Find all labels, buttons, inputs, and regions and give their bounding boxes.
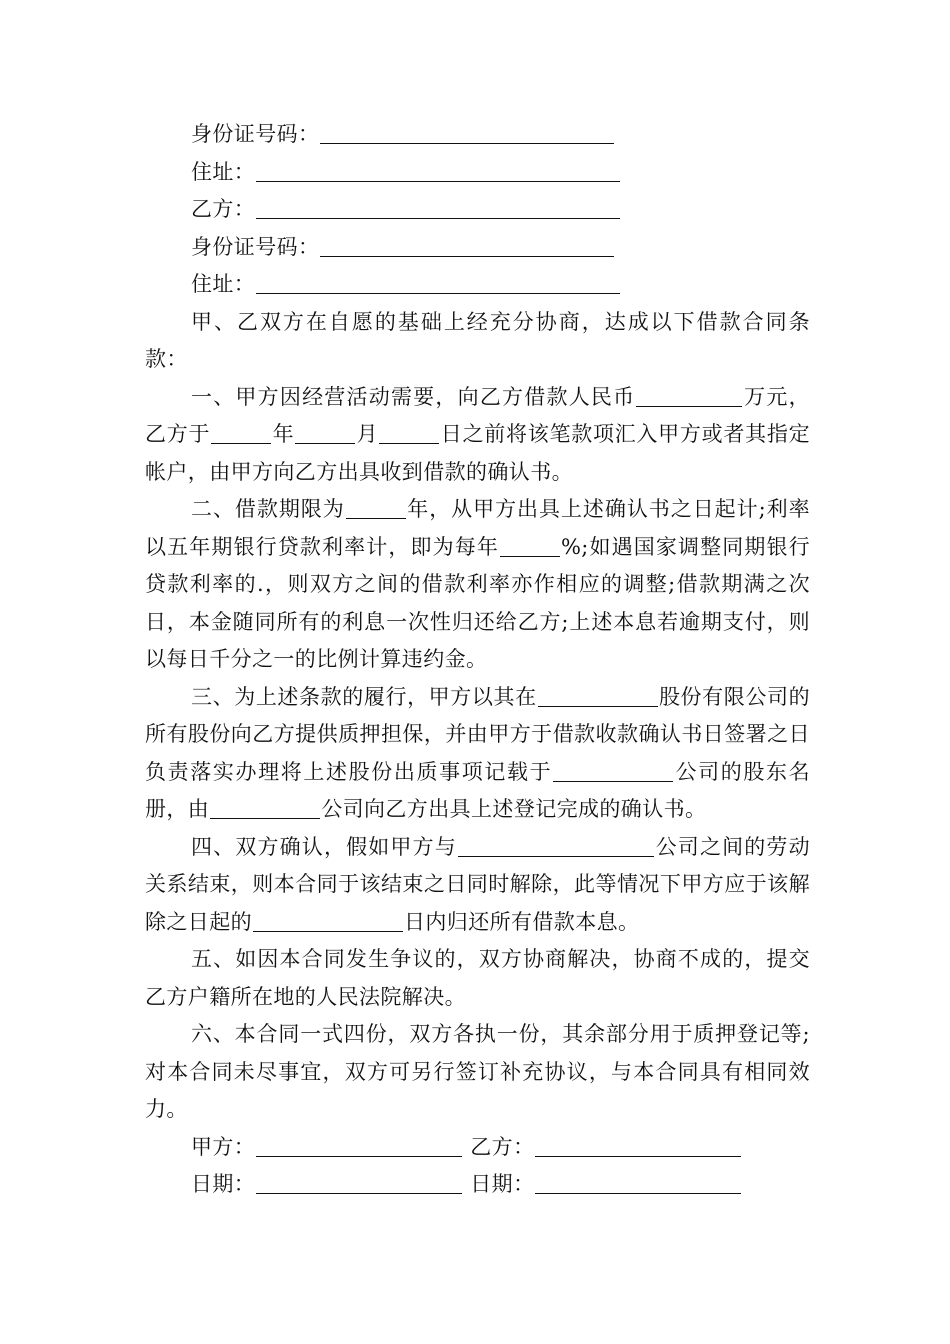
clause-text: 公司的股东名册，由 bbox=[145, 759, 810, 821]
address-blank[interactable] bbox=[256, 159, 620, 182]
clause-4 bbox=[145, 829, 810, 942]
clause-text: 股份有限公司的所有股份向乙方提供质押担保，并由甲方于借款收款确认书日签署之日负责落实办理将上述股份出质事项记载于 bbox=[145, 684, 810, 784]
clause-text: 公司之间的劳动关系结束，则本合同于该结束之日同时解除，此等情况下甲方应于该解除之日起的 bbox=[145, 834, 810, 934]
repayment-days-blank[interactable] bbox=[253, 909, 403, 932]
lender-address-field bbox=[191, 154, 810, 192]
party-b-signature bbox=[470, 1129, 742, 1167]
clause-text: 月 bbox=[356, 422, 379, 446]
clause-text: 一、甲方因经营活动需要，向乙方借款人民币 bbox=[191, 384, 636, 409]
clause-5 bbox=[145, 941, 810, 1016]
loan-term-blank[interactable] bbox=[346, 496, 406, 519]
party-b-blank[interactable] bbox=[256, 196, 620, 219]
clause-text: 日内归还所有借款本息。 bbox=[404, 909, 640, 934]
party-b-date bbox=[470, 1166, 742, 1204]
party-a-signature bbox=[191, 1129, 463, 1167]
clause-text: 三、为上述条款的履行，甲方以其在 bbox=[191, 684, 537, 709]
signature-row bbox=[191, 1129, 810, 1167]
party-a-date-blank[interactable] bbox=[256, 1171, 462, 1194]
signature-label: 甲方： bbox=[191, 1134, 256, 1159]
clause-2 bbox=[145, 491, 810, 679]
field-label: 乙方： bbox=[191, 197, 256, 221]
field-label: 住址： bbox=[191, 159, 256, 184]
party-b-address-field bbox=[191, 266, 810, 304]
loan-amount-blank[interactable] bbox=[636, 384, 742, 407]
clause-text: 二、借款期限为 bbox=[191, 497, 345, 521]
party-b-id-number-field bbox=[191, 229, 810, 267]
date-label: 日期： bbox=[470, 1172, 535, 1196]
contract-body bbox=[145, 116, 810, 1204]
registry-company-blank[interactable] bbox=[553, 759, 673, 782]
id-number-blank[interactable] bbox=[320, 121, 614, 144]
clause-text: 公司向乙方出具上述登记完成的确认书。 bbox=[321, 797, 707, 821]
intro-paragraph bbox=[145, 304, 810, 379]
clause-text: 日之前将该笔款项汇入甲方或者其指定帐户，由甲方向乙方出具收到借款的确认书。 bbox=[145, 422, 811, 484]
date-row bbox=[191, 1166, 810, 1204]
intro-text: 甲、乙双方在自愿的基础上经充分协商，达成以下借款合同条款： bbox=[145, 309, 810, 371]
employer-company-blank[interactable] bbox=[458, 834, 654, 857]
field-label: 住址： bbox=[191, 272, 256, 296]
field-label: 身份证号码： bbox=[191, 234, 320, 259]
clause-1 bbox=[145, 379, 810, 492]
year-blank[interactable] bbox=[211, 421, 271, 444]
address-blank[interactable] bbox=[256, 271, 620, 294]
clause-text: 五、如因本合同发生争议的，双方协商解决，协商不成的，提交乙方户籍所在地的人民法院解决。 bbox=[145, 947, 810, 1009]
clause-text: 四、双方确认，假如甲方与 bbox=[191, 834, 457, 859]
clause-text: 万元，乙方于 bbox=[145, 384, 810, 446]
party-a-date bbox=[191, 1166, 463, 1204]
party-a-signature-blank[interactable] bbox=[256, 1134, 462, 1157]
date-label: 日期： bbox=[191, 1172, 256, 1196]
issuing-company-blank[interactable] bbox=[210, 796, 320, 819]
clause-3 bbox=[145, 679, 810, 829]
month-blank[interactable] bbox=[295, 421, 355, 444]
clause-text: %;如遇国家调整同期银行贷款利率的.，则双方之间的借款利率亦作相应的调整;借款期满之次日，本金随同所有的利息一次性归还给乙方;上述本息若逾期支付，则以每日千分之一的比例计算违约金。 bbox=[145, 534, 810, 671]
clause-text: 年，从甲方出具上述确认书之日起计;利率以五年期银行贷款利率计，即为每年 bbox=[145, 497, 810, 559]
clause-text: 六、本合同一式四份，双方各执一份，其余部分用于质押登记等;对本合同未尽事宜，双方可另行签订补充协议，与本合同具有相同效力。 bbox=[145, 1022, 810, 1121]
clause-text: 年 bbox=[272, 422, 295, 446]
interest-rate-blank[interactable] bbox=[500, 534, 560, 557]
party-b-date-blank[interactable] bbox=[535, 1171, 741, 1194]
signature-label: 乙方： bbox=[470, 1134, 535, 1159]
lender-id-number-field bbox=[191, 116, 810, 154]
field-label: 身份证号码： bbox=[191, 122, 320, 146]
company-name-blank[interactable] bbox=[538, 684, 658, 707]
id-number-blank[interactable] bbox=[320, 234, 614, 257]
day-blank[interactable] bbox=[379, 421, 439, 444]
party-b-field bbox=[191, 191, 810, 229]
party-b-signature-blank[interactable] bbox=[535, 1134, 741, 1157]
clause-6 bbox=[145, 1016, 810, 1129]
